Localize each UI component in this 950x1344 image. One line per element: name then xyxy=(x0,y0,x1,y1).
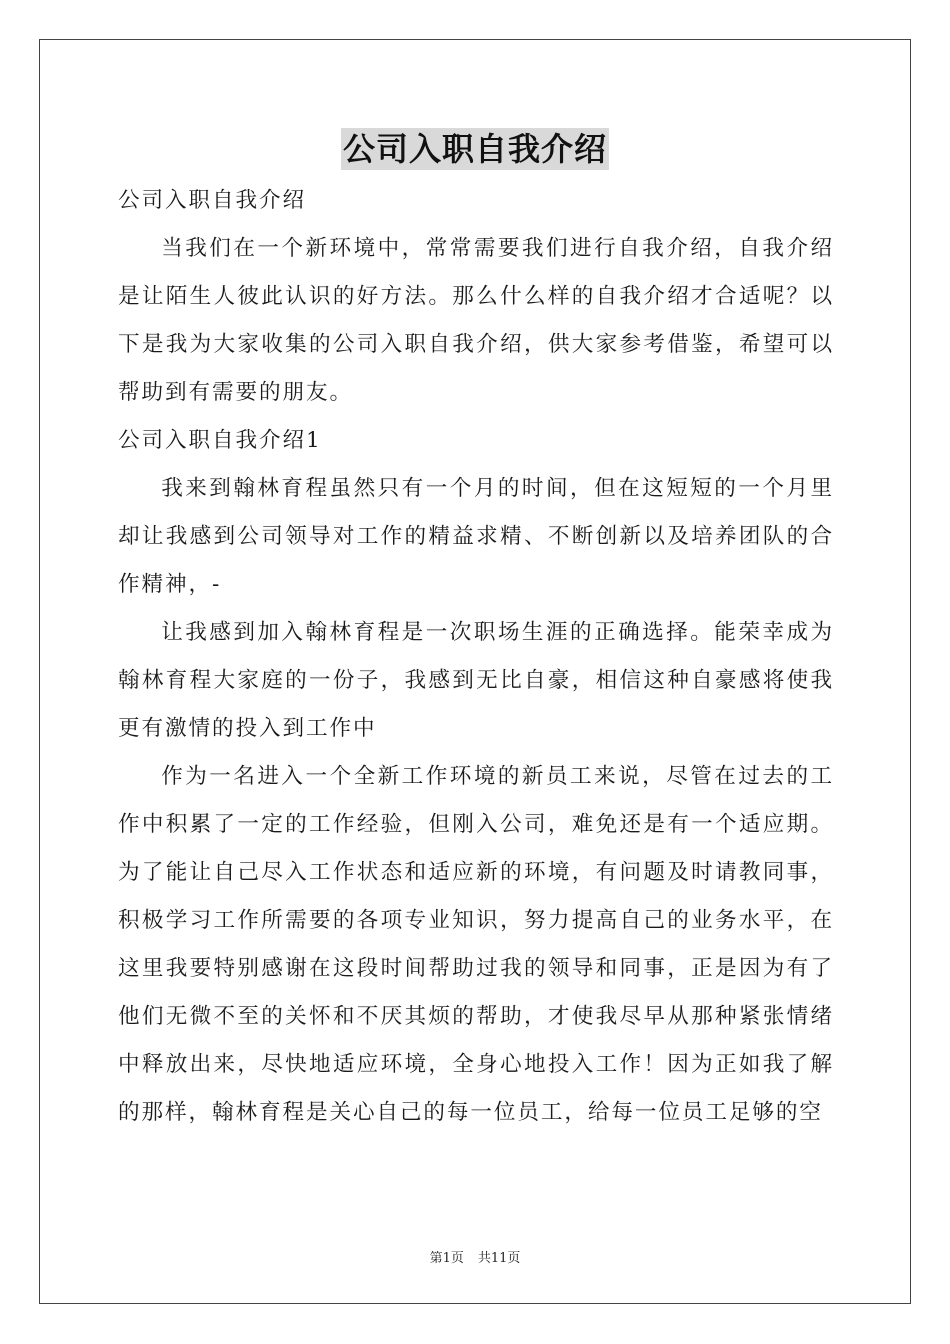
document-body xyxy=(118,177,834,1137)
paragraph: 让我感到加入翰林育程是一次职场生涯的正确选择。能荣幸成为翰林育程大家庭的一份子，我感到无比自豪，相信这种自豪感将使我更有激情的投入到工作中 xyxy=(118,620,834,741)
page-footer xyxy=(0,1247,950,1266)
paragraph-intro: 当我们在一个新环境中，常常需要我们进行自我介绍，自我介绍是让陌生人彼此认识的好方法。那么什么样的自我介绍才合适呢？以下是我为大家收集的公司入职自我介绍，供大家参考借鉴，希望可以帮助到有需要的朋友。 xyxy=(118,236,834,405)
subtitle: 公司入职自我介绍 xyxy=(118,188,306,213)
section-heading: 公司入职自我介绍1 xyxy=(118,428,322,453)
page-number: 第1页 xyxy=(429,1251,464,1266)
document-title: 公司入职自我介绍 xyxy=(342,130,607,168)
title-container xyxy=(0,128,950,170)
page-total: 共11页 xyxy=(477,1251,521,1266)
paragraph: 我来到翰林育程虽然只有一个月的时间，但在这短短的一个月里却让我感到公司领导对工作的精益求精、不断创新以及培养团队的合作精神，- xyxy=(118,476,834,597)
paragraph: 作为一名进入一个全新工作环境的新员工来说，尽管在过去的工作中积累了一定的工作经验，但刚入公司，难免还是有一个适应期。为了能让自己尽入工作状态和适应新的环境，有问题及时请教同事，积极学习工作所需要的各项专业知识，努力提高自己的业务水平，在这里我要特别感谢在这段时间帮助过我的领导和同事，正是因为有了他们无微不至的关怀和不厌其烦的帮助，才使我尽早从那种紧张情绪中释放出来，尽快地适应环境，全身心地投入工作！因为正如我了解的那样，翰林育程是关心自己的每一位员工，给每一位员工足够的空 xyxy=(118,764,834,1125)
